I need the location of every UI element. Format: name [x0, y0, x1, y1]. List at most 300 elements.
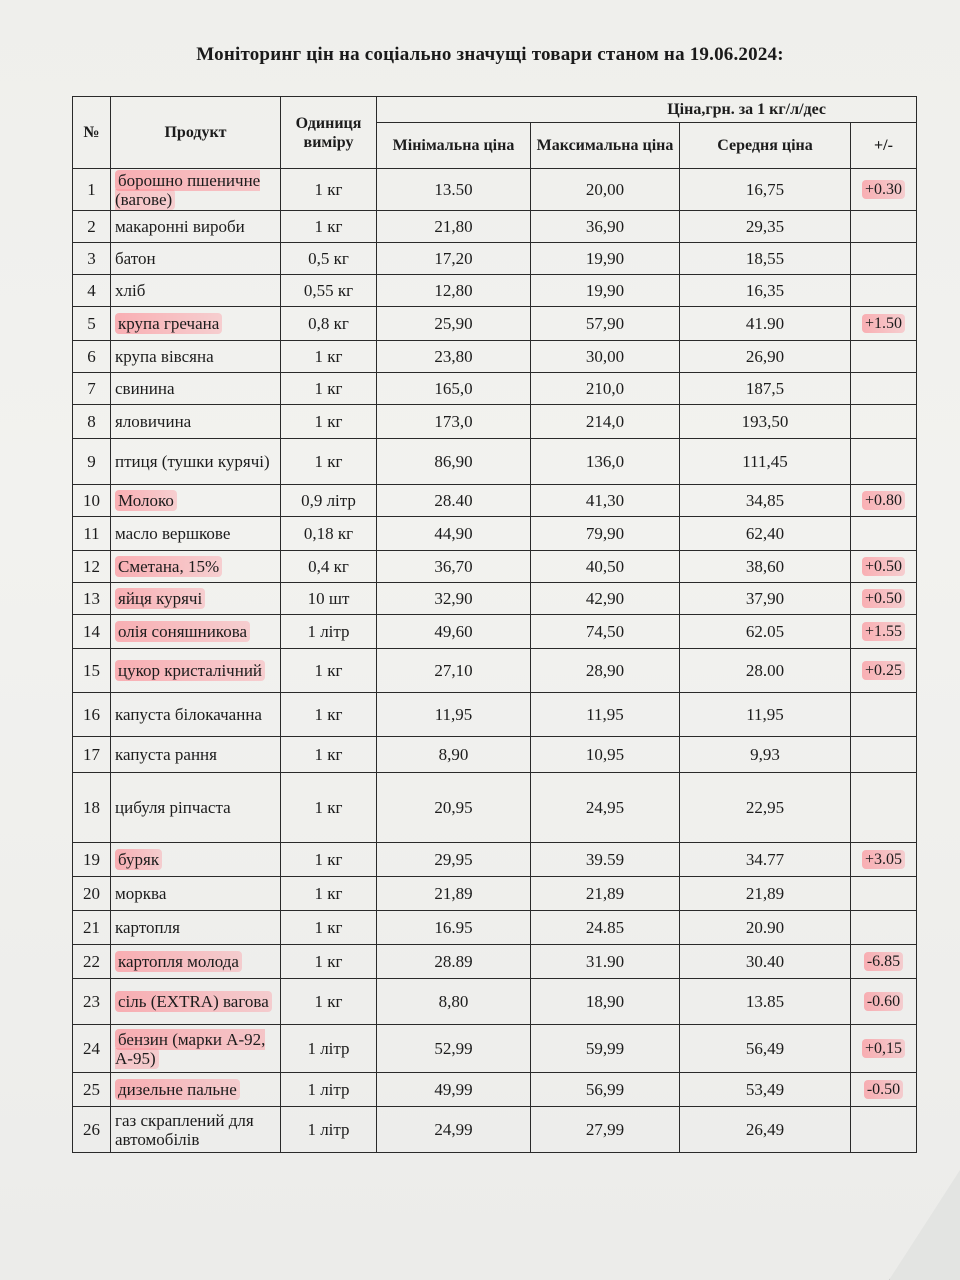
table-body	[73, 169, 917, 1153]
avg-price: 34.77	[745, 849, 785, 869]
max-price: 214,0	[585, 411, 625, 431]
header-avg: Середня ціна	[680, 123, 851, 169]
product-name: картопля молода	[115, 951, 242, 972]
min-price-cell	[377, 551, 531, 583]
unit-cell: 1 кг	[314, 411, 343, 431]
row-number: 20	[83, 883, 100, 903]
avg-price-cell	[680, 307, 851, 341]
unit-cell: 1 літр	[307, 1119, 350, 1139]
row-number: 9	[87, 451, 96, 471]
table-row	[73, 1025, 917, 1073]
max-price: 18,90	[585, 991, 625, 1011]
unit-cell-cell	[281, 1107, 377, 1153]
max-price-cell	[531, 693, 680, 737]
price-change: +0.30	[862, 180, 905, 199]
avg-price: 111,45	[742, 451, 788, 471]
avg-price: 53,49	[745, 1079, 785, 1099]
max-price: 39.59	[585, 849, 625, 869]
unit-cell-cell	[281, 773, 377, 843]
avg-price-cell	[680, 517, 851, 551]
max-price: 36,90	[585, 216, 625, 236]
avg-price-cell	[680, 737, 851, 773]
max-price: 11,95	[586, 704, 624, 724]
product-name-cell	[111, 551, 281, 583]
max-price-cell	[531, 551, 680, 583]
table-row	[73, 551, 917, 583]
product-name-cell	[111, 693, 281, 737]
max-price-cell	[531, 583, 680, 615]
row-number: 16	[83, 704, 100, 724]
row-number-cell	[73, 275, 111, 307]
row-number-cell	[73, 945, 111, 979]
max-price-cell	[531, 275, 680, 307]
row-number-cell	[73, 843, 111, 877]
avg-price: 41.90	[745, 313, 785, 333]
avg-price: 187,5	[745, 378, 785, 398]
row-number-cell	[73, 773, 111, 843]
price-change: -0.50	[864, 1080, 903, 1099]
avg-price-cell	[680, 373, 851, 405]
min-price: 8,80	[438, 991, 469, 1011]
min-price: 16.95	[434, 917, 473, 937]
product-name-cell	[111, 1073, 281, 1107]
unit-cell: 1 кг	[314, 917, 343, 937]
max-price: 210,0	[585, 378, 625, 398]
max-price-cell	[531, 373, 680, 405]
min-price-cell	[377, 373, 531, 405]
row-number: 2	[87, 216, 96, 236]
min-price-cell	[377, 517, 531, 551]
product-name: морква	[115, 884, 167, 903]
max-price: 41,30	[585, 490, 625, 510]
max-price-cell	[531, 979, 680, 1025]
price-change: +0.50	[862, 557, 905, 576]
product-name-cell	[111, 911, 281, 945]
unit-cell: 1 кг	[314, 451, 343, 471]
max-price-cell	[531, 1073, 680, 1107]
price-change-cell	[851, 485, 917, 517]
avg-price-cell	[680, 649, 851, 693]
max-price: 27,99	[585, 1119, 625, 1139]
min-price: 86,90	[434, 451, 473, 471]
avg-price: 62,40	[745, 523, 785, 543]
row-number-cell	[73, 649, 111, 693]
avg-price-cell	[680, 1107, 851, 1153]
price-change-cell	[851, 439, 917, 485]
price-change-cell	[851, 1107, 917, 1153]
min-price-cell	[377, 439, 531, 485]
row-number: 7	[87, 378, 96, 398]
paper-corner	[889, 1170, 960, 1280]
avg-price-cell	[680, 211, 851, 243]
max-price-cell	[531, 243, 680, 275]
product-name-cell	[111, 615, 281, 649]
table-row	[73, 911, 917, 945]
unit-cell: 1 кг	[314, 660, 343, 680]
table-row	[73, 979, 917, 1025]
table-row	[73, 693, 917, 737]
avg-price: 34,85	[745, 490, 785, 510]
header-num: №	[73, 97, 111, 169]
row-number-cell	[73, 737, 111, 773]
product-name: хліб	[115, 281, 146, 300]
row-number-cell	[73, 341, 111, 373]
table-row	[73, 243, 917, 275]
min-price: 29,95	[434, 849, 473, 869]
min-price: 21,89	[434, 883, 473, 903]
avg-price: 20.90	[745, 917, 785, 937]
price-change-cell	[851, 405, 917, 439]
min-price-cell	[377, 737, 531, 773]
table-row	[73, 843, 917, 877]
avg-price-cell	[680, 169, 851, 211]
unit-cell-cell	[281, 275, 377, 307]
avg-price: 16,75	[745, 179, 785, 199]
price-change: +0.80	[862, 491, 905, 510]
max-price: 79,90	[585, 523, 625, 543]
product-name-cell	[111, 169, 281, 211]
table-row	[73, 341, 917, 373]
avg-price: 26,49	[745, 1119, 785, 1139]
min-price: 28.89	[434, 951, 473, 971]
avg-price: 21,89	[745, 883, 785, 903]
unit-cell: 0,5 кг	[308, 248, 349, 268]
unit-cell-cell	[281, 843, 377, 877]
avg-price-cell	[680, 843, 851, 877]
unit-cell-cell	[281, 979, 377, 1025]
max-price: 21,89	[585, 883, 625, 903]
unit-cell-cell	[281, 341, 377, 373]
table-row	[73, 945, 917, 979]
row-number-cell	[73, 169, 111, 211]
header-diff: +/-	[851, 123, 917, 169]
min-price: 11,95	[434, 704, 473, 724]
row-number-cell	[73, 373, 111, 405]
unit-cell: 1 кг	[314, 797, 343, 817]
max-price-cell	[531, 649, 680, 693]
table-row	[73, 773, 917, 843]
max-price-cell	[531, 307, 680, 341]
row-number: 24	[83, 1038, 100, 1058]
min-price: 36,70	[434, 556, 473, 576]
avg-price-cell	[680, 945, 851, 979]
price-change: +1.50	[862, 314, 905, 333]
avg-price-cell	[680, 275, 851, 307]
max-price: 31.90	[585, 951, 625, 971]
unit-cell: 1 кг	[314, 378, 343, 398]
price-change-cell	[851, 373, 917, 405]
table-row	[73, 1073, 917, 1107]
unit-cell: 0,4 кг	[308, 556, 349, 576]
row-number: 18	[83, 797, 100, 817]
row-number: 26	[83, 1119, 100, 1139]
max-price-cell	[531, 517, 680, 551]
row-number-cell	[73, 1073, 111, 1107]
product-name: макаронні вироби	[115, 217, 245, 236]
row-number-cell	[73, 405, 111, 439]
table-row	[73, 1107, 917, 1153]
product-name-cell	[111, 773, 281, 843]
max-price: 42,90	[585, 588, 625, 608]
row-number: 12	[83, 556, 100, 576]
row-number-cell	[73, 583, 111, 615]
min-price: 52,99	[434, 1038, 473, 1058]
min-price-cell	[377, 693, 531, 737]
table-row	[73, 211, 917, 243]
avg-price-cell	[680, 341, 851, 373]
min-price: 23,80	[434, 346, 473, 366]
row-number: 25	[83, 1079, 100, 1099]
min-price-cell	[377, 583, 531, 615]
unit-cell-cell	[281, 373, 377, 405]
price-change-cell	[851, 773, 917, 843]
min-price: 17,20	[434, 248, 473, 268]
price-table	[72, 96, 917, 1153]
avg-price: 62.05	[745, 621, 785, 641]
avg-price: 26,90	[745, 346, 785, 366]
price-change-cell	[851, 517, 917, 551]
price-change: +1.55	[862, 622, 905, 641]
price-change-cell	[851, 693, 917, 737]
product-name-cell	[111, 843, 281, 877]
max-price-cell	[531, 341, 680, 373]
max-price-cell	[531, 773, 680, 843]
min-price-cell	[377, 615, 531, 649]
product-name-cell	[111, 341, 281, 373]
product-name: крупа вівсяна	[115, 347, 214, 366]
table-row	[73, 485, 917, 517]
min-price: 12,80	[434, 280, 473, 300]
table-row	[73, 275, 917, 307]
price-change-cell	[851, 551, 917, 583]
unit-cell-cell	[281, 439, 377, 485]
avg-price-cell	[680, 485, 851, 517]
min-price-cell	[377, 911, 531, 945]
avg-price: 28.00	[745, 660, 785, 680]
price-change: +0.25	[862, 661, 905, 680]
product-name-cell	[111, 737, 281, 773]
min-price-cell	[377, 877, 531, 911]
product-name: бензин (марки А-92, А-95)	[115, 1029, 266, 1068]
min-price-cell	[377, 979, 531, 1025]
price-change-cell	[851, 275, 917, 307]
product-name-cell	[111, 517, 281, 551]
min-price-cell	[377, 275, 531, 307]
max-price: 28,90	[585, 660, 625, 680]
avg-price-cell	[680, 405, 851, 439]
min-price: 44,90	[434, 523, 473, 543]
price-change-cell	[851, 169, 917, 211]
row-number-cell	[73, 911, 111, 945]
unit-cell: 1 кг	[314, 849, 343, 869]
price-change-cell	[851, 243, 917, 275]
unit-cell: 1 літр	[307, 1038, 350, 1058]
product-name: капуста рання	[115, 745, 217, 764]
row-number-cell	[73, 1025, 111, 1073]
unit-cell-cell	[281, 615, 377, 649]
row-number: 10	[83, 490, 100, 510]
product-name-cell	[111, 243, 281, 275]
max-price: 57,90	[585, 313, 625, 333]
price-change-cell	[851, 341, 917, 373]
unit-cell-cell	[281, 211, 377, 243]
unit-cell-cell	[281, 307, 377, 341]
unit-cell: 0,8 кг	[308, 313, 349, 333]
max-price-cell	[531, 945, 680, 979]
page-title: Моніторинг цін на соціально значущі товари станом на 19.06.2024:	[196, 44, 784, 65]
row-number-cell	[73, 307, 111, 341]
unit-cell: 1 кг	[314, 704, 343, 724]
product-name-cell	[111, 1107, 281, 1153]
unit-cell-cell	[281, 485, 377, 517]
table-row	[73, 169, 917, 211]
row-number-cell	[73, 211, 111, 243]
max-price-cell	[531, 1107, 680, 1153]
max-price: 20,00	[585, 179, 625, 199]
unit-cell-cell	[281, 877, 377, 911]
avg-price: 16,35	[745, 280, 785, 300]
unit-cell: 10 шт	[307, 588, 350, 608]
unit-cell: 1 кг	[314, 744, 343, 764]
row-number: 5	[87, 313, 96, 333]
product-name-cell	[111, 945, 281, 979]
max-price-cell	[531, 1025, 680, 1073]
unit-cell-cell	[281, 243, 377, 275]
table-row	[73, 877, 917, 911]
max-price: 19,90	[585, 280, 625, 300]
min-price: 24,99	[434, 1119, 473, 1139]
product-name: борошно пшеничне (вагове)	[115, 170, 261, 209]
min-price-cell	[377, 341, 531, 373]
avg-price: 56,49	[745, 1038, 785, 1058]
avg-price: 18,55	[745, 248, 785, 268]
price-change-cell	[851, 307, 917, 341]
unit-cell-cell	[281, 1073, 377, 1107]
avg-price-cell	[680, 615, 851, 649]
product-name-cell	[111, 373, 281, 405]
avg-price: 13.85	[745, 991, 785, 1011]
price-change: +0,15	[862, 1039, 905, 1058]
row-number: 4	[87, 280, 96, 300]
row-number-cell	[73, 517, 111, 551]
min-price-cell	[377, 211, 531, 243]
product-name: капуста білокачанна	[115, 705, 262, 724]
max-price: 24,95	[585, 797, 625, 817]
max-price-cell	[531, 405, 680, 439]
unit-cell-cell	[281, 169, 377, 211]
min-price: 49,60	[434, 621, 473, 641]
product-name: дизельне пальне	[115, 1079, 240, 1100]
row-number: 23	[83, 991, 100, 1011]
product-name-cell	[111, 211, 281, 243]
product-name: птиця (тушки курячі)	[115, 452, 270, 471]
unit-cell-cell	[281, 945, 377, 979]
price-change: -6.85	[864, 952, 903, 971]
product-name: масло вершкове	[115, 524, 231, 543]
avg-price-cell	[680, 439, 851, 485]
min-price-cell	[377, 485, 531, 517]
product-name-cell	[111, 405, 281, 439]
avg-price-cell	[680, 979, 851, 1025]
unit-cell: 1 кг	[314, 883, 343, 903]
max-price: 24.85	[585, 917, 625, 937]
product-name: Молоко	[115, 490, 177, 511]
avg-price-cell	[680, 911, 851, 945]
header-product: Продукт	[111, 97, 281, 169]
unit-cell: 1 кг	[314, 346, 343, 366]
price-change-cell	[851, 911, 917, 945]
min-price: 13.50	[434, 179, 473, 199]
price-change-cell	[851, 843, 917, 877]
min-price-cell	[377, 405, 531, 439]
table-row	[73, 649, 917, 693]
price-change: +3.05	[862, 850, 905, 869]
product-name: буряк	[115, 849, 162, 870]
avg-price: 11,95	[746, 704, 784, 724]
unit-cell: 0,55 кг	[303, 280, 354, 300]
unit-cell: 1 кг	[314, 216, 343, 236]
min-price: 27,10	[434, 660, 473, 680]
unit-cell-cell	[281, 911, 377, 945]
min-price-cell	[377, 169, 531, 211]
min-price: 28.40	[434, 490, 473, 510]
product-name-cell	[111, 877, 281, 911]
product-name: сіль (EXTRA) вагова	[115, 991, 272, 1012]
min-price-cell	[377, 1107, 531, 1153]
product-name-cell	[111, 1025, 281, 1073]
unit-cell-cell	[281, 1025, 377, 1073]
price-change-cell	[851, 649, 917, 693]
row-number: 11	[83, 523, 100, 543]
price-change: +0.50	[862, 589, 905, 608]
product-name: яловичина	[115, 412, 192, 431]
product-name-cell	[111, 979, 281, 1025]
unit-cell: 0,18 кг	[303, 523, 354, 543]
header-unit: Одиниця виміру	[281, 97, 377, 169]
product-name-cell	[111, 439, 281, 485]
avg-price-cell	[680, 693, 851, 737]
row-number-cell	[73, 243, 111, 275]
max-price: 59,99	[585, 1038, 625, 1058]
max-price-cell	[531, 211, 680, 243]
avg-price-cell	[680, 877, 851, 911]
product-name: Сметана, 15%	[115, 556, 222, 577]
max-price: 74,50	[585, 621, 625, 641]
row-number-cell	[73, 485, 111, 517]
avg-price: 9,93	[750, 744, 780, 764]
unit-cell: 0,9 літр	[301, 490, 356, 510]
unit-cell-cell	[281, 737, 377, 773]
unit-cell-cell	[281, 405, 377, 439]
min-price: 20,95	[434, 797, 473, 817]
row-number: 8	[87, 411, 96, 431]
product-name-cell	[111, 307, 281, 341]
max-price-cell	[531, 439, 680, 485]
price-change-cell	[851, 1073, 917, 1107]
product-name: крупа гречана	[115, 313, 222, 334]
avg-price-cell	[680, 773, 851, 843]
header-max: Максимальна ціна	[531, 123, 680, 169]
product-name-cell	[111, 485, 281, 517]
avg-price-cell	[680, 583, 851, 615]
table-row	[73, 517, 917, 551]
min-price: 49,99	[434, 1079, 473, 1099]
row-number-cell	[73, 551, 111, 583]
max-price-cell	[531, 877, 680, 911]
max-price: 19,90	[585, 248, 625, 268]
price-change-cell	[851, 979, 917, 1025]
product-name: яйця курячі	[115, 588, 205, 609]
